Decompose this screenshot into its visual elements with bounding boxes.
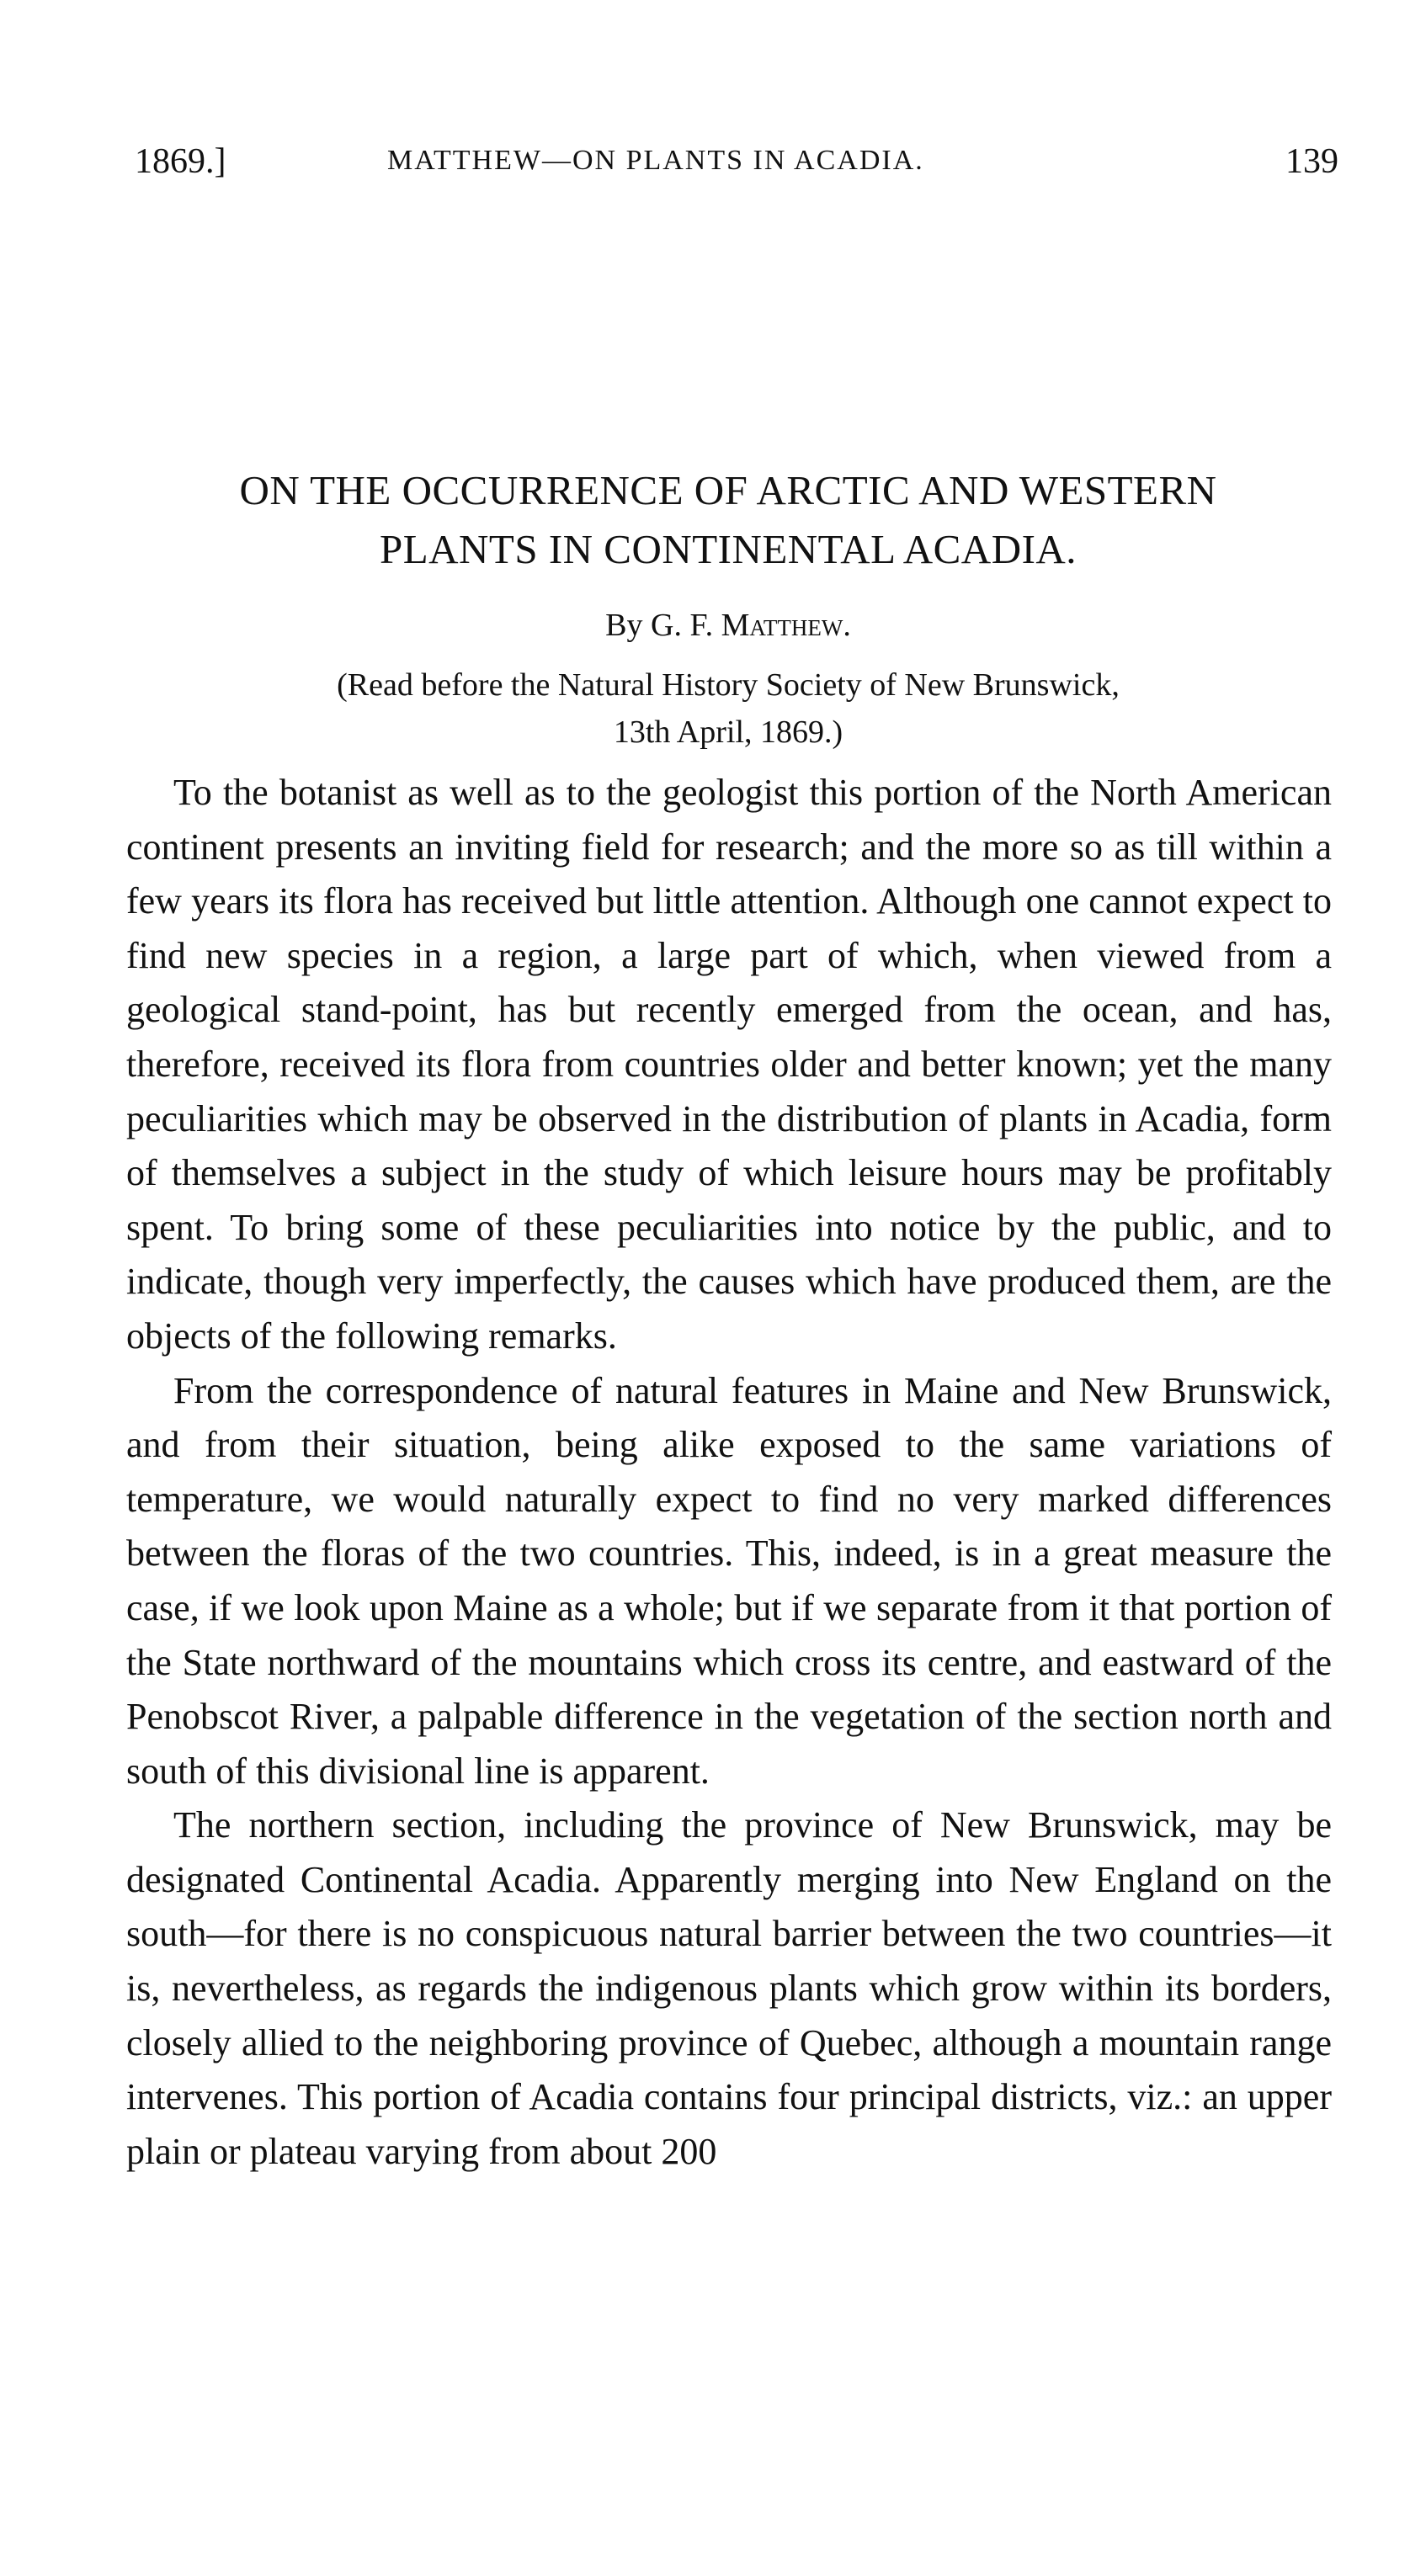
running-head-title: MATTHEW—ON PLANTS IN ACADIA.	[387, 145, 924, 176]
byline	[118, 604, 1338, 646]
article-body	[126, 766, 1332, 2179]
paragraph-2: From the correspondence of natural features in Maine and New Brunswick, and from their situation, being alike exposed to the same variations of temperature, we would naturally expect to find no very marked differences between the floras of the two countries. This, indeed, is in a great measure the case, if we look upon Maine as a whole; but if we separate from it that portion of the State northward of the mountains which cross its centre, and eastward of the Penobscot River, a palpable difference in the vegetation of the section north and south of this divisional line is apparent.	[126, 1369, 1332, 1792]
read-note	[160, 661, 1296, 756]
paragraph-1: To the botanist as well as to the geologist this portion of the North American continent presents an inviting field for research; and the more so as till within a few years its flora has received but little attention. Although one cannot expect to find new species in a region, a large part of which, when viewed from a geological stand-point, has but recently emerged from the ocean, and has, therefore, received its flora from countries older and better known; yet the many peculiarities which may be observed in the distribution of plants in Acadia, form of themselves a subject in the study of which leisure hours may be profitably spent. To bring some of these peculiarities into notice by the public, and to indicate, though very imperfectly, the causes which have produced them, are the objects of the following remarks.	[126, 772, 1332, 1357]
article-title-line-2: PLANTS IN CONTINENTAL ACADIA.	[379, 526, 1077, 572]
article-title-line-1: ON THE OCCURRENCE OF ARCTIC AND WESTERN	[239, 467, 1217, 513]
read-note-line-2: 13th April, 1869.)	[613, 714, 843, 750]
author-name: G. F. Matthew.	[651, 608, 851, 643]
paragraph-3: The northern section, including the province of New Brunswick, may be designated Continental Acadia. Apparently merging into New England on the south—for there is no conspicuous natural barrier between the two countries—it is, nevertheless, as regards the indigenous plants which grow within its borders, closely allied to the neighboring province of Quebec, although a mountain range intervenes. This portion of Acadia contains four principal districts, viz.: an upper plain or plateau varying from about 200	[126, 1804, 1332, 2172]
read-note-line-1: (Read before the Natural History Society of New Brunswick,	[337, 667, 1120, 703]
running-head	[135, 141, 1338, 192]
byline-prefix: By	[605, 608, 643, 643]
article-title	[118, 461, 1338, 579]
page-number: 139	[1285, 142, 1338, 181]
running-head-year: 1869.]	[135, 142, 226, 181]
